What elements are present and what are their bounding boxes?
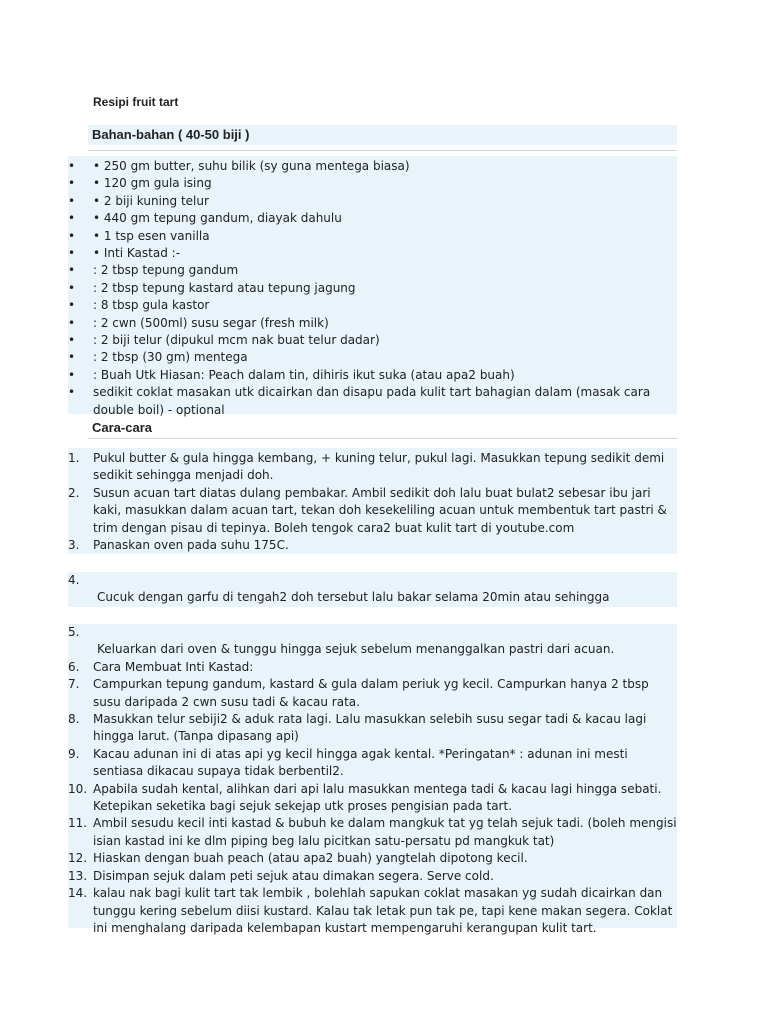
- ingredient-item: • : 2 biji telur (dipukul mcm nak buat telur dadar): [68, 332, 677, 349]
- method-steps: [68, 450, 677, 937]
- divider: [88, 150, 677, 151]
- ingredient-item: • : 2 tbsp tepung kastard atau tepung jagung: [68, 280, 677, 297]
- ingredient-item: • • 120 gm gula ising: [68, 175, 677, 192]
- bullet-icon: •: [68, 315, 76, 330]
- ingredient-item: • • 250 gm butter, suhu bilik (sy guna mentega biasa): [68, 158, 677, 175]
- bullet-icon: •: [68, 385, 76, 400]
- step-item: 5. Keluarkan dari oven & tunggu hingga sejuk sebelum menanggalkan pastri dari acuan.: [68, 625, 615, 657]
- ingredients-list: [68, 158, 677, 419]
- ingredient-item: • : 2 tbsp (30 gm) mentega: [68, 349, 677, 366]
- bullet-icon: •: [68, 298, 76, 313]
- step-item: 1. Pukul butter & gula hingga kembang, + kuning telur, pukul lagi. Masukkan tepung sedikit demi sedikit sehingga menjadi doh.: [68, 451, 665, 483]
- step-item: 4. Cucuk dengan garfu di tengah2 doh tersebut lalu bakar selama 20min atau sehingga: [68, 572, 610, 605]
- ingredient-item: • : 8 tbsp gula kastor: [68, 297, 677, 314]
- bullet-icon: •: [68, 159, 76, 173]
- step-item: 6. Cara Membuat Inti Kastad:: [68, 659, 254, 674]
- bullet-icon: •: [68, 246, 76, 261]
- ingredient-item: • sedikit coklat masakan utk dicairkan dan disapu pada kulit tart bahagian dalam (masak cara double boil) - optional: [68, 385, 651, 417]
- bullet-icon: •: [68, 333, 76, 348]
- step-item: 9. Kacau adunan ini di atas api yg kecil hingga agak kental. *Peringatan* : adunan ini mesti sentiasa dikacau supaya tidak berbentil2.: [68, 746, 628, 779]
- divider: [88, 438, 677, 439]
- step-item: 12. Hiaskan dengan buah peach (atau apa2 buah) yangtelah dipotong kecil.: [68, 851, 528, 866]
- step-item: 13. Disimpan sejuk dalam peti sejuk atau dimakan segera. Serve cold.: [68, 868, 494, 883]
- bullet-icon: •: [68, 193, 76, 208]
- spacer: [68, 607, 677, 624]
- step-item: 8. Masukkan telur sebiji2 & aduk rata lagi. Lalu masukkan selebih susu segar tadi & kacau lagi hingga larut. (Tanpa dipasang api): [68, 712, 647, 744]
- step-item: 14. kalau nak bagi kulit tart tak lembik , bolehlah sapukan coklat masakan yg sudah dicairkan dan tunggu kering sebelum diisi kustard. Kalau tak letak pun tak pe, tapi kene makan segera. Coklat ini menghalang daripada kelembapan kustart mempengaruhi kerangupan kulit tart.: [68, 886, 673, 935]
- ingredient-item: • : 2 tbsp tepung gandum: [68, 262, 677, 279]
- ingredient-item: • : Buah Utk Hiasan: Peach dalam tin, dihiris ikut suka (atau apa2 buah): [68, 367, 677, 384]
- ingredient-item: • : 2 cwn (500ml) susu segar (fresh milk): [68, 315, 677, 332]
- bullet-icon: •: [68, 228, 76, 243]
- ingredients-heading: Bahan-bahan ( 40-50 biji ): [88, 125, 677, 145]
- ingredient-item: • • 440 gm tepung gandum, diayak dahulu: [68, 210, 677, 227]
- step-item: 3. Panaskan oven pada suhu 175C.: [68, 538, 289, 553]
- ingredient-item: • • 1 tsp esen vanilla: [68, 228, 677, 245]
- step-item: 2. Susun acuan tart diatas dulang pembakar. Ambil sedikit doh lalu buat bulat2 sebesar ibu jari kaki, masukkan dalam acuan tart, tekan doh kesekeliling acuan untuk membentuk tart pastri & trim dengan pisau di tepinya. Boleh tengok cara2 buat kulit tart di youtube.com: [68, 485, 667, 535]
- bullet-icon: •: [68, 280, 76, 295]
- bullet-icon: •: [68, 176, 76, 191]
- method-heading: Cara-cara: [92, 420, 152, 435]
- recipe-title: Resipi fruit tart: [93, 95, 179, 109]
- step-item: 7. Campurkan tepung gandum, kastard & gula dalam periuk yg kecil. Campurkan hanya 2 tbsp susu daripada 2 cwn susu tadi & kacau rata.: [68, 677, 649, 709]
- ingredient-item: • • 2 biji kuning telur: [68, 193, 677, 210]
- spacer: [68, 554, 677, 571]
- step-item: 11. Ambil sesudu kecil inti kastad & bubuh ke dalam mangkuk tat yg telah sejuk tadi. (boleh mengisi isian kastad ini ke dlm piping beg lalu picitkan satu-persatu pd mangkuk tat): [68, 816, 677, 848]
- bullet-icon: •: [68, 263, 76, 278]
- bullet-icon: •: [68, 367, 76, 382]
- step-item: 10. Apabila sudah kental, alihkan dari api lalu masukkan mentega tadi & kacau lagi hingga sebati. Ketepikan seketika bagi sejuk sekejap utk proses pengisian pada tart.: [68, 781, 662, 814]
- ingredient-item: • • Inti Kastad :-: [68, 245, 677, 262]
- bullet-icon: •: [68, 211, 76, 226]
- bullet-icon: •: [68, 350, 76, 365]
